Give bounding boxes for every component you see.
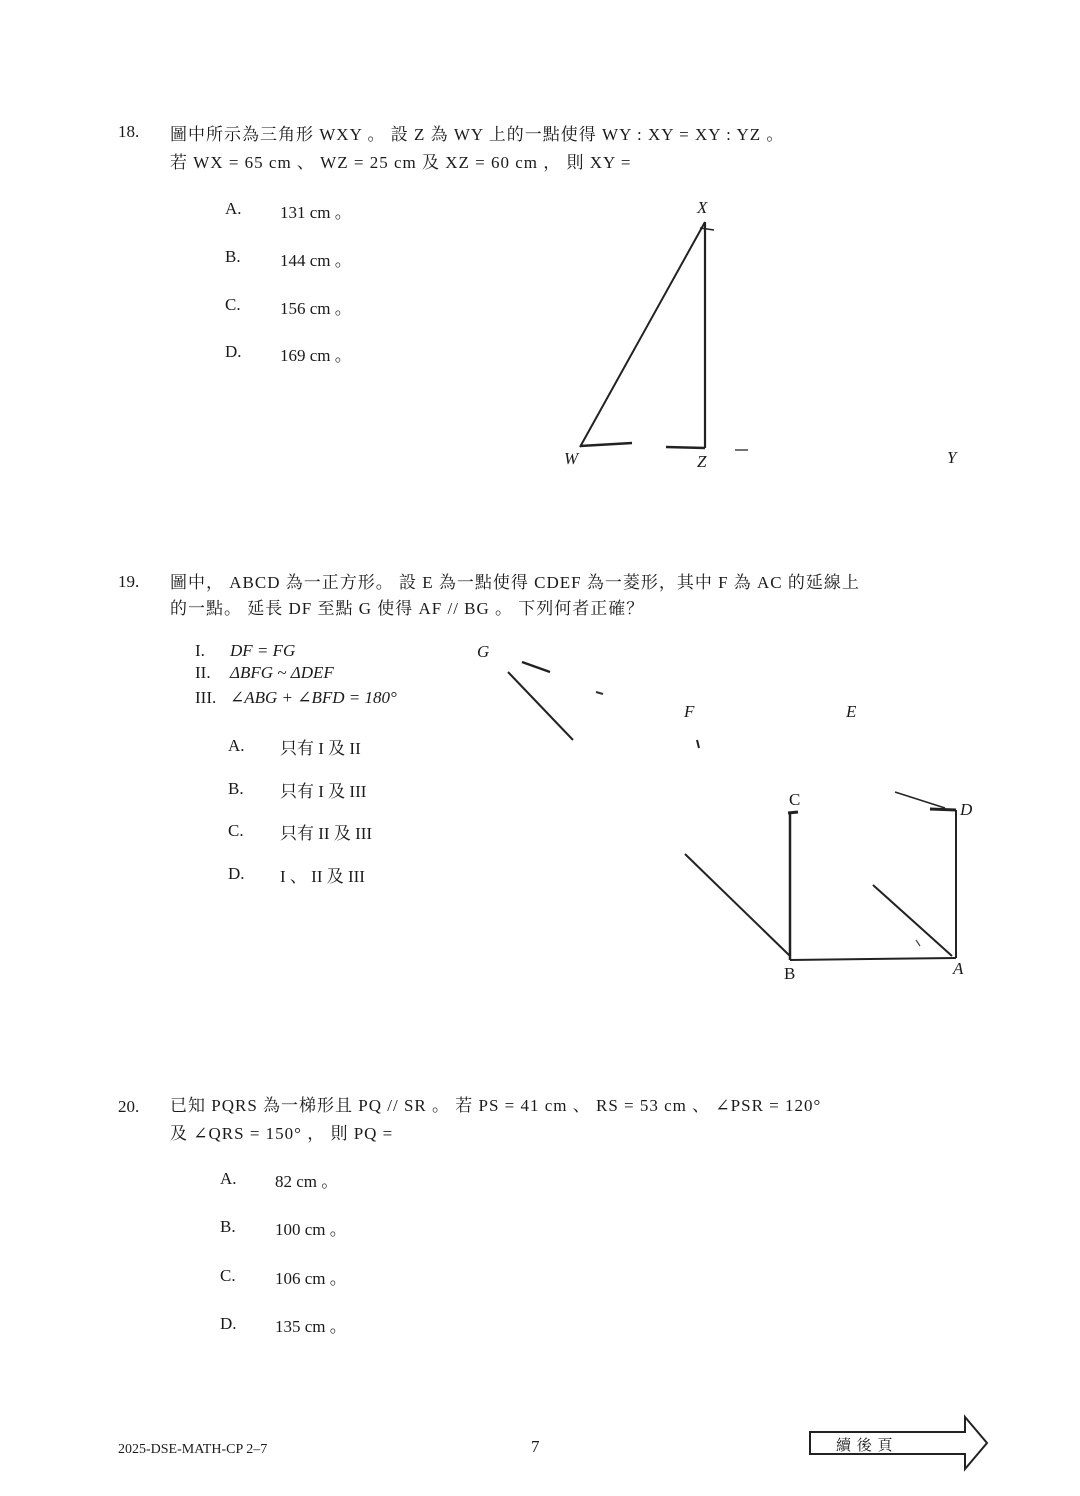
line-bg-upper [508,672,573,740]
option-c-text: 156 cm 。 [280,299,352,318]
question-line-2: 及 ∠QRS = 150° ， 則 PQ = [170,1124,394,1143]
triangle-figure [0,0,1080,520]
question-line-1: 圖中所示為三角形 WXY 。 設 Z 為 WY 上的一點使得 WY : XY = XY : YZ 。 [170,125,785,144]
label-b: B [784,964,796,983]
continue-label: 續 後 頁 [836,1438,894,1454]
option-b-letter: B. [220,1217,236,1236]
tick-c [788,812,798,813]
label-g: G [477,642,490,661]
option-d-text: 135 cm 。 [275,1317,347,1336]
side-ab [790,958,956,960]
question-line-2: 若 WX = 65 cm 、 WZ = 25 cm 及 XZ = 60 cm ， 則 XY = [170,153,632,172]
option-b-letter: B. [225,247,241,266]
page-number: 7 [531,1437,540,1456]
label-a: A [953,959,964,978]
question-line-1: 圖中， ABCD 為一正方形。 設 E 為一點使得 CDEF 為一菱形，其中 F 為 AC 的延線上 [170,573,860,592]
statement-3-num: III. [195,688,217,707]
option-d-letter: D. [220,1314,237,1333]
statement-3-text: ∠ABG + ∠BFD = 180° [230,688,397,707]
option-a-text: 只有 I 及 II [280,739,361,758]
tick-f [697,740,699,748]
option-b-text: 只有 I 及 III [280,782,367,801]
option-d-text: I 、 II 及 III [280,867,365,886]
square-rhombus-figure [0,620,1080,1000]
label-z: Z [697,452,707,471]
label-x: X [697,198,708,217]
line-af-lower [873,885,952,956]
segment-z-fragment [666,447,705,448]
option-a-text: 131 cm 。 [280,203,352,222]
option-d-letter: D. [228,864,245,883]
option-d-letter: D. [225,342,242,361]
dash-fragment [596,692,603,694]
label-e: E [846,702,857,721]
line-g-fragment [522,662,550,672]
option-c-letter: C. [228,821,244,840]
label-c: C [789,790,801,809]
question-line-1: 已知 PQRS 為一梯形且 PQ // SR 。 若 PS = 41 cm 、 RS = 53 cm 、 ∠PSR = 120° [170,1096,822,1115]
statement-1-num: I. [195,641,205,660]
label-f: F [684,702,695,721]
stroke-near-d [895,792,945,808]
question-line-2: 的一點。 延長 DF 至點 G 使得 AF // BG 。 下列何者正確？ [170,599,645,618]
segment-w-fragment [580,443,632,446]
option-b-letter: B. [228,779,244,798]
option-a-letter: A. [228,736,245,755]
option-b-text: 100 cm 。 [275,1220,347,1239]
continue-arrow-icon [0,1412,1080,1472]
option-a-text: 82 cm 。 [275,1172,339,1191]
label-y: Y [947,448,957,467]
statement-2-text: ΔBFG ~ ΔDEF [230,663,334,682]
option-c-text: 106 cm 。 [275,1269,347,1288]
option-b-text: 144 cm 。 [280,251,352,270]
side-cd-fragment [930,809,956,810]
statement-2-num: II. [195,663,211,682]
label-w: W [564,449,579,468]
option-a-letter: A. [225,199,242,218]
option-c-text: 只有 II 及 III [280,824,373,843]
exam-code: 2025-DSE-MATH-CP 2–7 [118,1442,268,1457]
option-d-text: 169 cm 。 [280,346,352,365]
option-a-letter: A. [220,1169,237,1188]
question-number: 19. [118,572,140,591]
line-bg-lower [685,854,790,956]
question-number: 18. [118,122,140,141]
question-number: 20. [118,1097,140,1116]
option-c-letter: C. [220,1266,236,1285]
tick-a [916,940,920,946]
label-d: D [960,800,973,819]
option-c-letter: C. [225,295,241,314]
side-wx [580,222,705,447]
statement-1-text: DF = FG [230,641,296,660]
tick-x [700,228,714,230]
